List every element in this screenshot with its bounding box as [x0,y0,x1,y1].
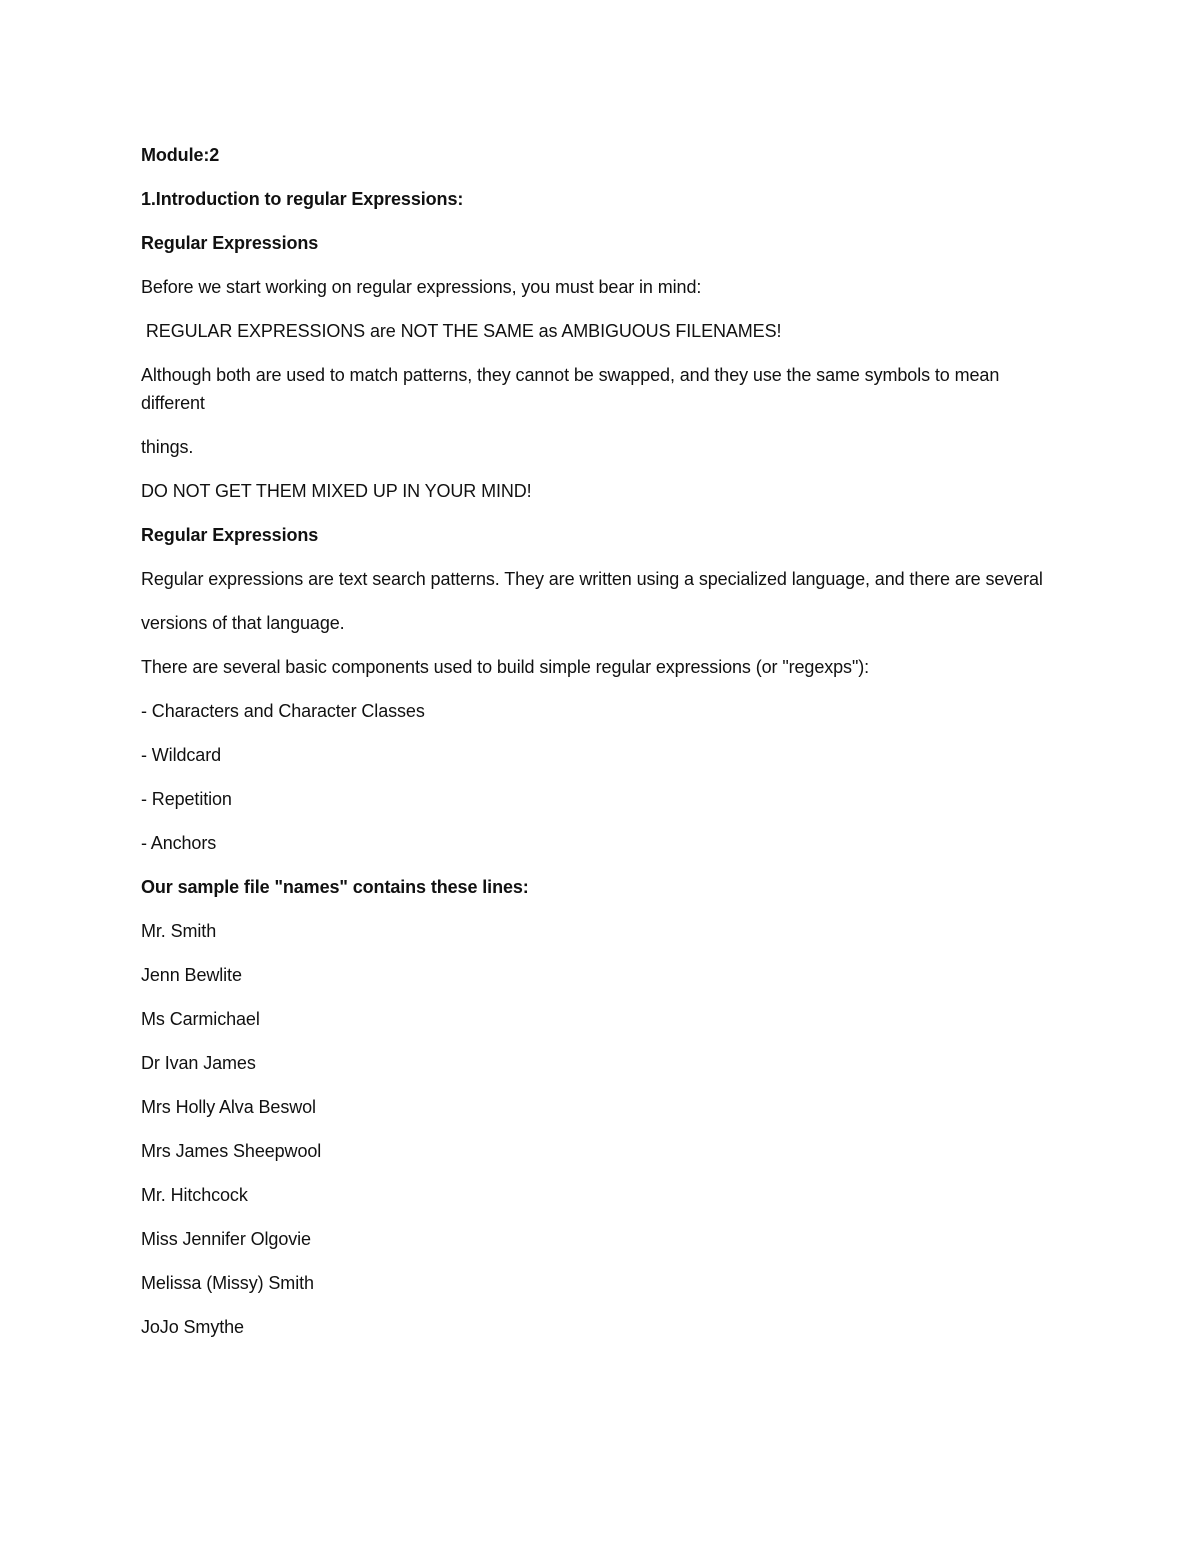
list-item-name: Mrs James Sheepwool [141,1141,322,1161]
paragraph-basic-components: There are several basic components used to build simple regular expressions (or "regexps"): [141,657,870,677]
paragraph-text-search-patterns: Regular expressions are text search patterns. They are written using a specialized language, and there are several [141,569,1043,589]
subheading-regular-expressions-2: Regular Expressions [141,525,319,545]
list-item-name: Ms Carmichael [141,1009,260,1029]
document-body [141,141,1051,1357]
paragraph-warning: DO NOT GET THEM MIXED UP IN YOUR MIND! [141,481,532,501]
list-item-component: - Characters and Character Classes [141,701,425,721]
list-item-name: Mr. Smith [141,921,217,941]
list-item-name: Mr. Hitchcock [141,1185,248,1205]
paragraph-bear-in-mind: Before we start working on regular expressions, you must bear in mind: [141,277,702,297]
list-item-name: Miss Jennifer Olgovie [141,1229,311,1249]
list-item-component: - Repetition [141,789,232,809]
paragraph-versions: versions of that language. [141,613,345,633]
subheading-regular-expressions-1: Regular Expressions [141,233,319,253]
paragraph-things: things. [141,437,194,457]
section-heading: 1.Introduction to regular Expressions: [141,189,464,209]
module-heading: Module:2 [141,145,220,165]
list-item-name: Melissa (Missy) Smith [141,1273,314,1293]
paragraph-match-patterns: Although both are used to match patterns, they cannot be swapped, and they use the same symbols to mean different [141,365,1000,413]
list-item-component: - Anchors [141,833,217,853]
paragraph-not-the-same: REGULAR EXPRESSIONS are NOT THE SAME as AMBIGUOUS FILENAMES! [141,321,782,341]
sample-file-heading: Our sample file "names" contains these lines: [141,877,529,897]
list-item-name: Dr Ivan James [141,1053,256,1073]
list-item-component: - Wildcard [141,745,222,765]
list-item-name: JoJo Smythe [141,1317,244,1337]
list-item-name: Jenn Bewlite [141,965,242,985]
list-item-name: Mrs Holly Alva Beswol [141,1097,316,1117]
